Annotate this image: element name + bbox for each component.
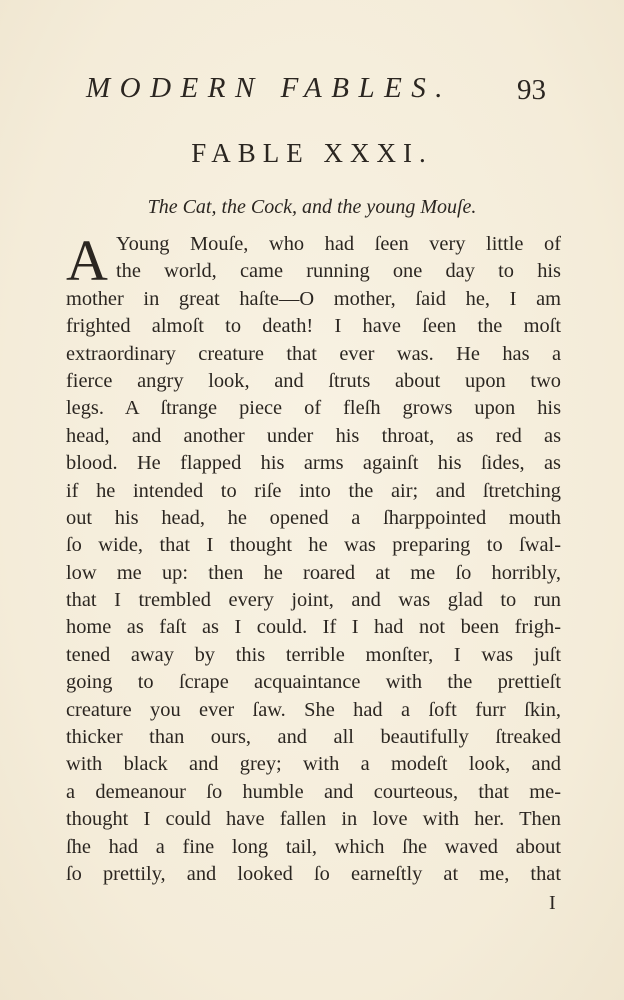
body-line: out his head, he opened a ſharppointed mouth bbox=[66, 506, 561, 529]
body-line: a demeanour ſo humble and courteous, that me- bbox=[66, 780, 561, 803]
body-line: mother in great haſte—O mother, ſaid he, I am bbox=[66, 287, 561, 310]
running-head bbox=[86, 72, 556, 112]
body-line: if he intended to riſe into the air; and ſtretching bbox=[66, 479, 561, 502]
body-line: that I trembled every joint, and was glad to run bbox=[66, 589, 561, 612]
running-title: MODERN FABLES. bbox=[86, 72, 453, 104]
body-line: thicker than ours, and all beautifully ſtreaked bbox=[66, 726, 561, 749]
body-line: Young Mouſe, who had ſeen very little of bbox=[116, 233, 561, 255]
body-line: tened away by this terrible monſter, I was juſt bbox=[66, 643, 561, 666]
body-line: legs. A ſtrange piece of fleſh grows upon his bbox=[66, 397, 561, 420]
drop-cap: A bbox=[66, 228, 108, 293]
body-line: extraordinary creature that ever was. He has a bbox=[66, 342, 561, 365]
body-line: ſo wide, that I thought he was preparing to ſwal- bbox=[66, 534, 561, 557]
body-line: fierce angry look, and ſtruts about upon two bbox=[66, 369, 561, 392]
page-number: 93 bbox=[517, 74, 546, 106]
body-line: frighted almoſt to death! I have ſeen the moſt bbox=[66, 315, 561, 338]
signature-mark: I bbox=[549, 892, 556, 914]
body-line: the world, came running one day to his bbox=[116, 260, 561, 283]
fable-body bbox=[66, 228, 561, 888]
body-line: going to ſcrape acquaintance with the prettieſt bbox=[66, 671, 561, 694]
body-line: with black and grey; with a modeſt look, and bbox=[66, 753, 561, 776]
body-line: creature you ever ſaw. She had a ſoft furr ſkin, bbox=[66, 698, 561, 721]
fable-title: The Cat, the Cock, and the young Mouſe. bbox=[147, 196, 477, 218]
body-line: ſo prettily, and looked ſo earneſtly at me, that bbox=[66, 862, 561, 885]
body-line: head, and another under his throat, as red as bbox=[66, 424, 561, 447]
body-line: home as faſt as I could. If I had not been frigh- bbox=[66, 616, 561, 639]
body-line: blood. He flapped his arms againſt his ſides, as bbox=[66, 452, 561, 475]
fable-number: FABLE XXXI. bbox=[191, 138, 433, 168]
body-line: low me up: then he roared at me ſo horribly, bbox=[66, 561, 561, 584]
body-line: ſhe had a fine long tail, which ſhe waved about bbox=[66, 835, 561, 858]
body-line: thought I could have fallen in love with her. Then bbox=[66, 808, 561, 831]
